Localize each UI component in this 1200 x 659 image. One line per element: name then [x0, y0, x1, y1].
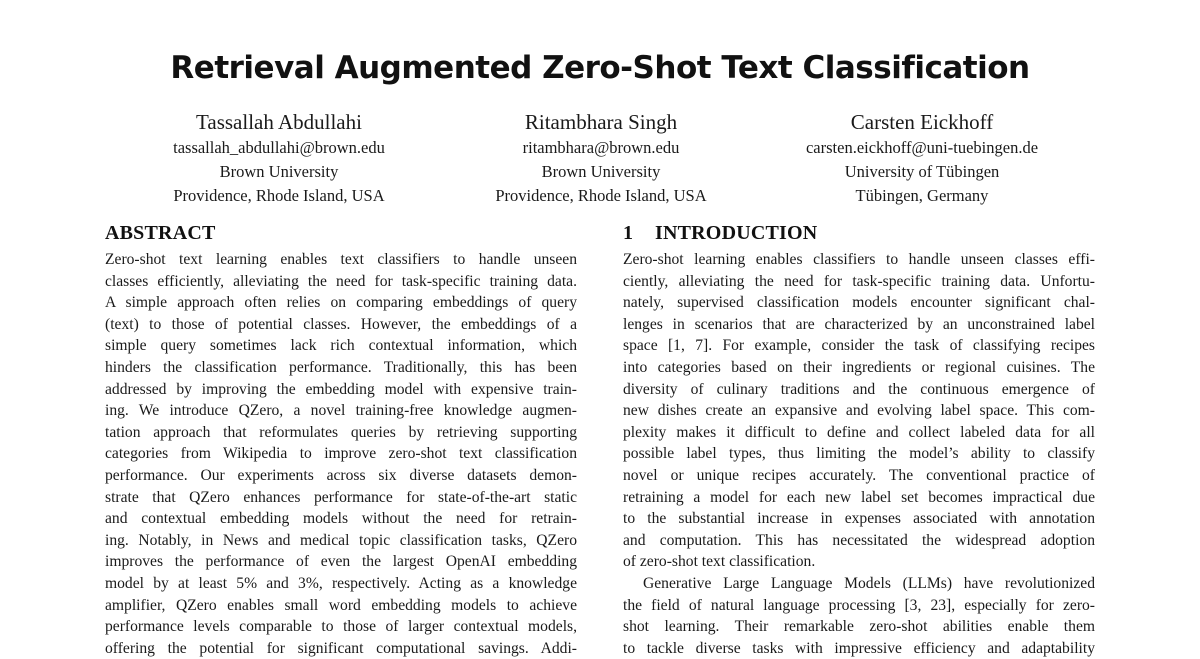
author-affiliation: Brown University — [541, 162, 661, 181]
author-email: tassallah_abdullahi@brown.edu — [173, 138, 385, 157]
text-line: classes efficiently, alleviating the need for task-specific training data. — [105, 272, 577, 290]
text-line: ing. Notably, in News and medical topic classification tasks, QZero — [105, 531, 577, 549]
text-line: and computation. This has necessitated the widespread adoption — [623, 531, 1095, 549]
text-line: Zero-shot learning enables classifiers to handle unseen classes effi- — [623, 251, 1095, 268]
text-line: Generative Large Language Models (LLMs) have revolutionized — [643, 574, 1095, 592]
text-line: Zero-shot text learning enables text classifiers to handle unseen — [105, 251, 577, 268]
text-line: categories from Wikipedia to improve zero-shot text classification — [105, 445, 577, 463]
text-line: ing. We introduce QZero, a novel training-free knowledge augmen- — [105, 402, 577, 420]
text-line: new dishes create an expansive and evolving label space. This com- — [623, 402, 1095, 420]
text-line: model by at least 5% and 3%, respectively. Acting as a knowledge — [105, 574, 577, 592]
abstract-heading: ABSTRACT — [105, 222, 216, 244]
text-line: into categories based on their ingredients or regional cuisines. The — [623, 358, 1095, 376]
introduction-paragraph-1 — [623, 249, 1095, 573]
text-line: performance levels comparable to those of larger contextual models, — [105, 618, 577, 636]
section-number: 1 — [623, 222, 634, 244]
author-affiliation: University of Tübingen — [844, 162, 1000, 181]
text-line: of zero-shot text classification. — [623, 553, 816, 571]
author-name: Ritambhara Singh — [524, 110, 678, 134]
text-line: offering the potential for significant computational savings. Addi- — [105, 639, 577, 657]
text-line: shot learning. Their remarkable zero-shot abilities enable them — [623, 618, 1095, 636]
text-line: addressed by improving the embedding model with expensive train- — [105, 380, 577, 398]
paper-title: Retrieval Augmented Zero-Shot Text Classification — [170, 50, 1030, 86]
text-line: hinders the classification performance. Traditionally, this has been — [105, 358, 577, 376]
author-affiliation: Brown University — [219, 162, 339, 181]
text-line: nately, supervised classification models encounter significant chal- — [623, 294, 1095, 312]
text-line: and contextual embedding models without the need for retrain- — [105, 510, 577, 528]
text-line: to the substantial increase in expenses associated with annotation — [623, 510, 1095, 528]
text-line: the field of natural language processing [3, 23], especially for zero- — [623, 596, 1095, 614]
text-line: novel or unique recipes accurately. The conventional practice of — [623, 466, 1095, 484]
author-name: Carsten Eickhoff — [850, 110, 994, 134]
section-title: INTRODUCTION — [655, 222, 818, 244]
text-line: ciently, alleviating the need for task-specific training data. Unfortu- — [623, 272, 1095, 290]
author-block-3 — [772, 108, 1072, 208]
text-line: simple query sometimes lack rich contextual information, which — [105, 337, 577, 355]
text-line: strate that QZero enhances performance for state-of-the-art static — [105, 488, 577, 506]
author-email: carsten.eickhoff@uni-tuebingen.de — [805, 138, 1039, 157]
author-block-2 — [451, 108, 751, 208]
text-line: possible label types, thus limiting the model’s ability to classify — [623, 445, 1095, 463]
text-line: performance. Our experiments across six diverse datasets demon- — [105, 466, 577, 484]
text-line: tation approach that reformulates queries by retrieving supporting — [105, 423, 577, 441]
abstract-body — [105, 249, 577, 659]
text-line: improves the performance of even the largest OpenAI embedding — [105, 553, 577, 571]
text-line: to tackle diverse tasks with impressive efficiency and adaptability — [623, 639, 1095, 657]
abstract-section — [105, 218, 577, 659]
text-line: (text) to those of potential classes. However, the embeddings of a — [105, 315, 577, 333]
text-line: lenges in scenarios that are characterized by an unconstrained label — [623, 315, 1095, 333]
introduction-paragraph-2 — [623, 573, 1095, 659]
author-block-1 — [129, 108, 429, 208]
introduction-heading — [623, 220, 1095, 246]
author-email: ritambhara@brown.edu — [522, 138, 680, 157]
author-location: Providence, Rhode Island, USA — [495, 186, 707, 205]
text-line: space [1, 7]. For example, consider the task of classifying recipes — [623, 337, 1095, 355]
text-line: A simple approach often relies on comparing embeddings of query — [105, 294, 577, 312]
text-line: plexity makes it difficult to define and collect labeled data for all — [623, 423, 1095, 441]
author-location: Providence, Rhode Island, USA — [173, 186, 385, 205]
text-line: diversity of culinary traditions and the continuous emergence of — [623, 380, 1095, 398]
text-line: amplifier, QZero enables small word embedding models to achieve — [105, 596, 577, 614]
author-name: Tassallah Abdullahi — [196, 110, 362, 134]
text-line: retraining a model for each new label set becomes impractical due — [623, 488, 1095, 506]
author-location: Tübingen, Germany — [855, 186, 989, 205]
introduction-section — [623, 218, 1095, 659]
